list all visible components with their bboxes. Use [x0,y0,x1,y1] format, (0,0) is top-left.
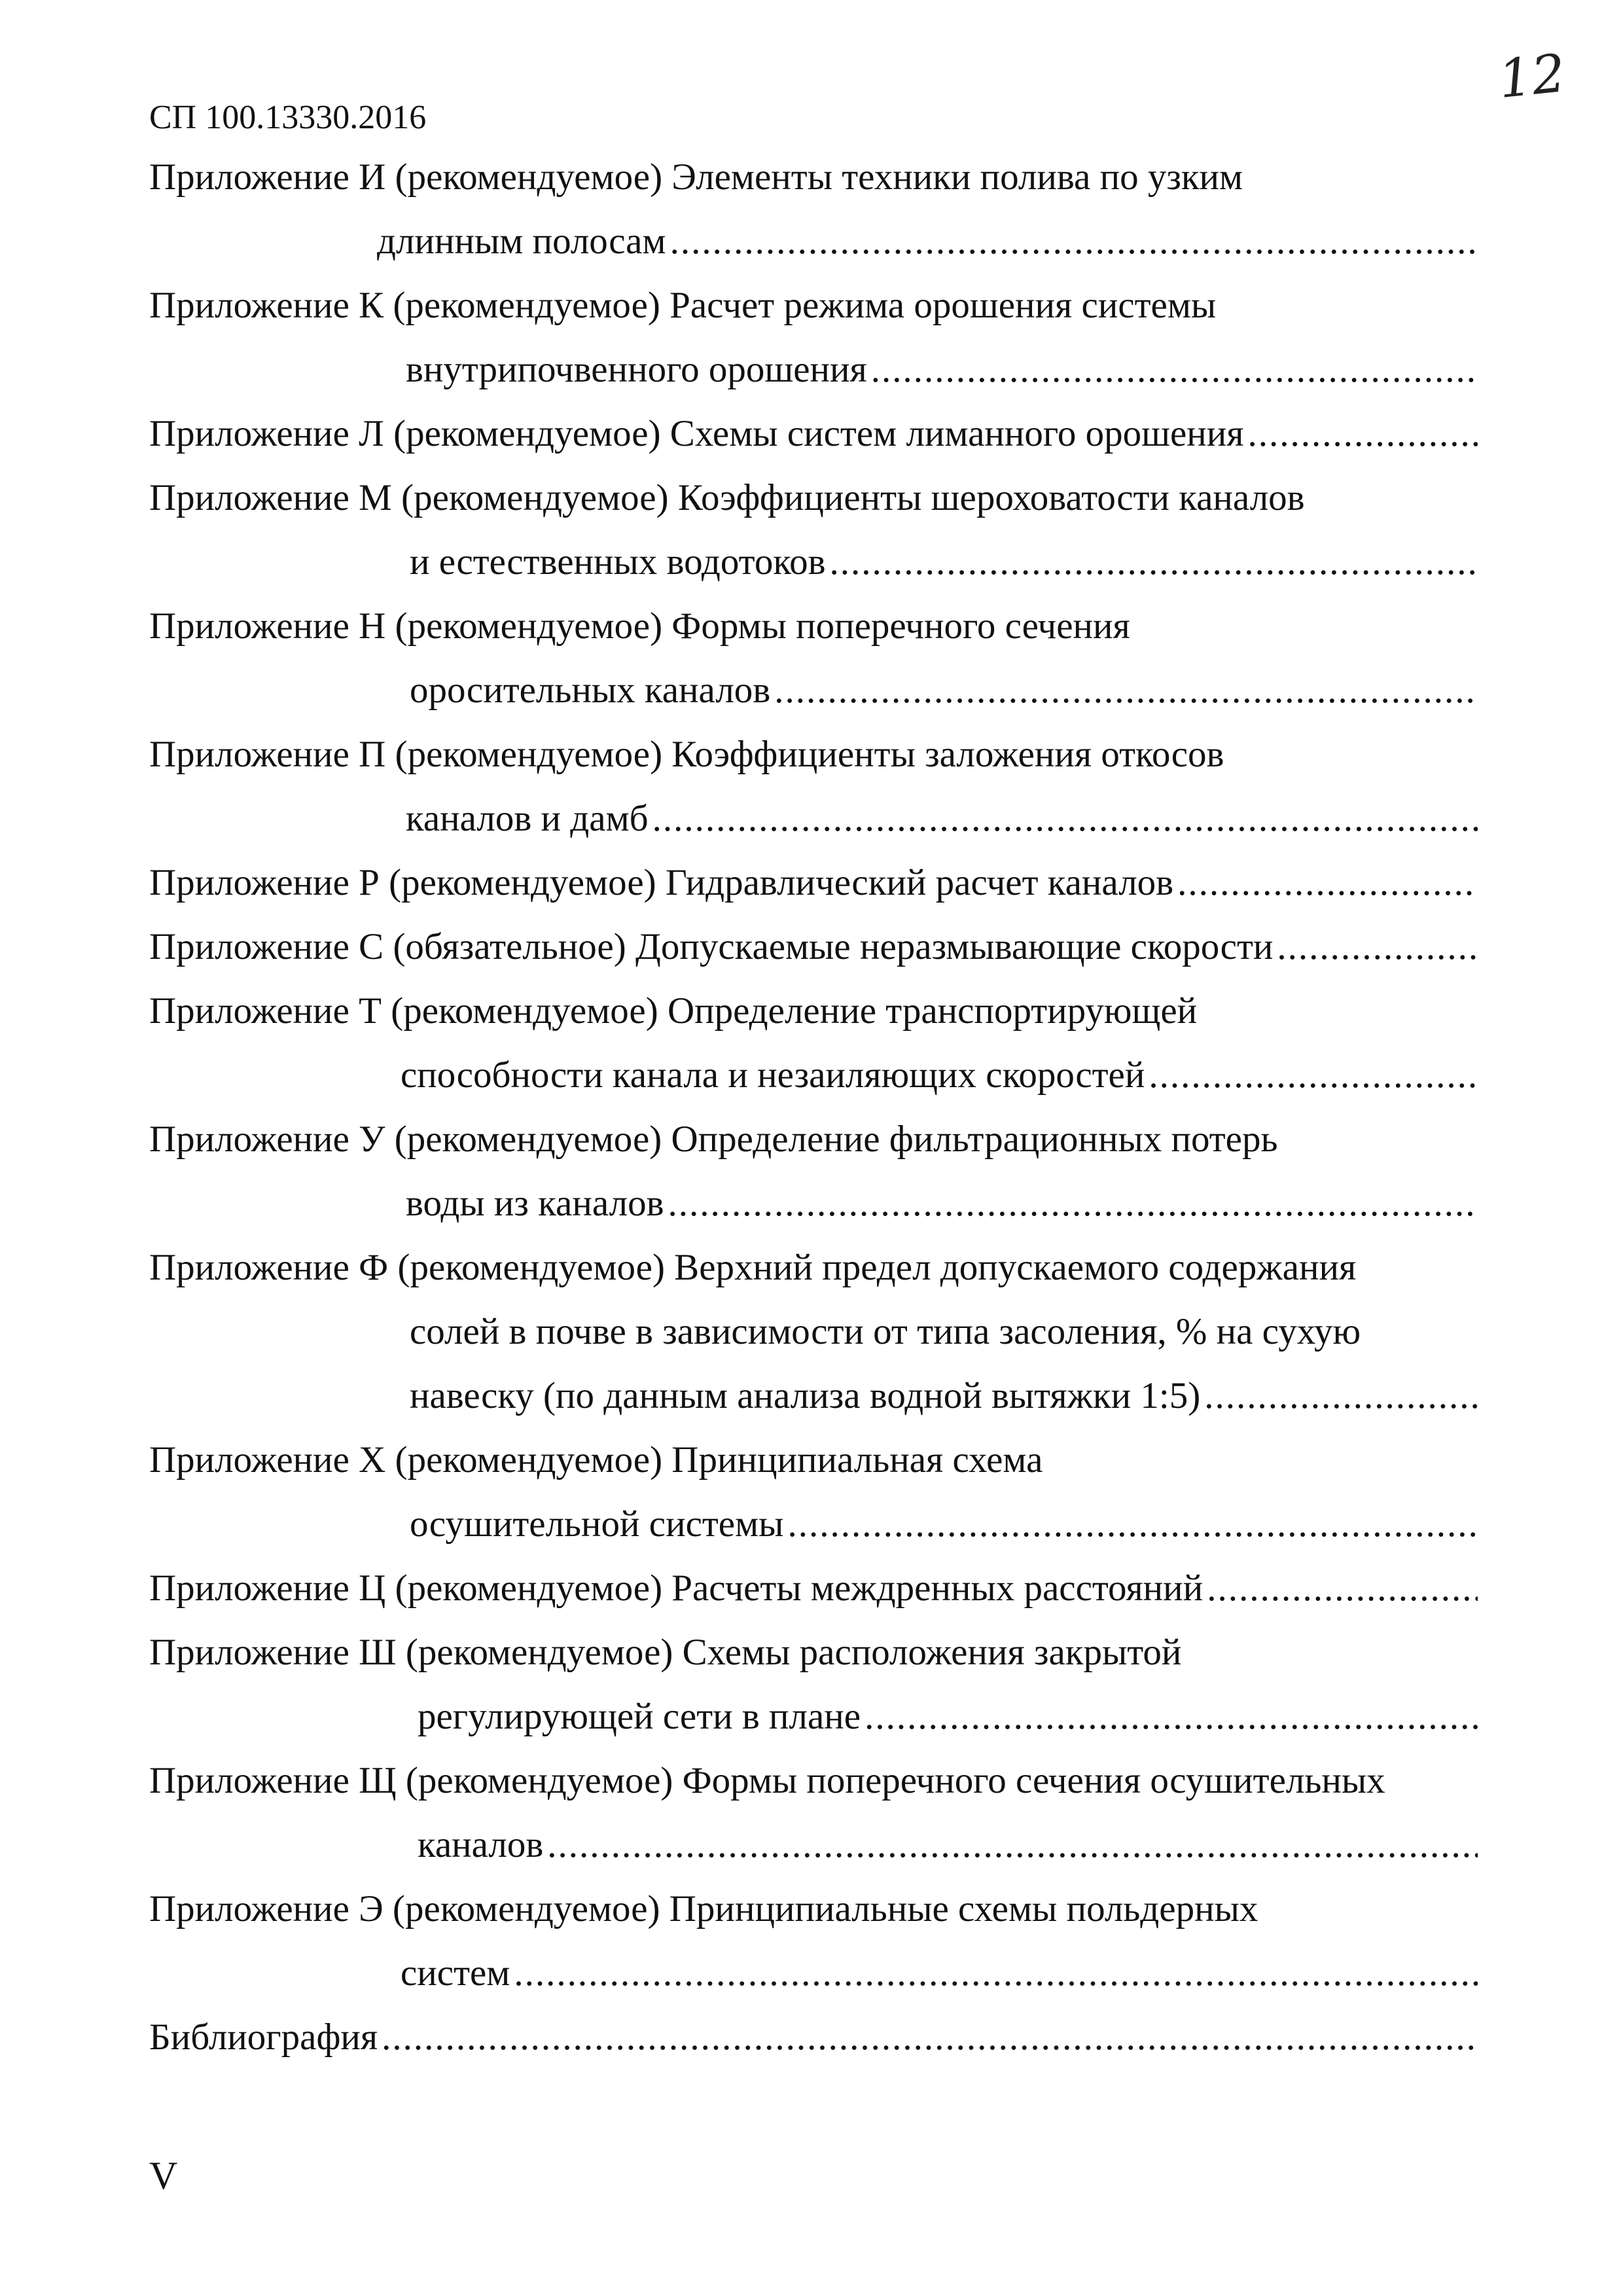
leader-dots [670,209,1478,274]
toc-entry-title: Приложение С (обязательное) Допускаемые неразмывающие скорости [149,926,1274,967]
toc-entry-title: Библиография [149,2017,378,2058]
toc-entry-continuation: навеску (по данным анализа водной вытяжки 1:5) [410,1375,1201,1416]
toc-entry-continuation: оросительных каналов [410,670,771,711]
toc-entry-continuation: длинным полосам [377,221,666,262]
toc-entry-continuation: осушительной системы [410,1503,784,1545]
toc-entry-continuation: регулирующей сети в плане [418,1696,861,1737]
page-number: V [149,2154,178,2197]
toc-entry-title: Приложение Ф (рекомендуемое) Верхний предел допускаемого содержания [149,1247,1357,1288]
leader-dots [774,658,1478,723]
toc-entry-appendix-t[interactable] [149,979,1478,1107]
toc-entry-appendix-sh[interactable] [149,1621,1478,1749]
handwritten-page-number: 12 [1495,42,1569,111]
leader-dots [668,1172,1478,1236]
toc-entry-appendix-ts[interactable] [149,1556,1478,1621]
toc-entry-title: Приложение Щ (рекомендуемое) Формы поперечного сечения осушительных [149,1760,1385,1801]
toc-entry-title: Приложение И (рекомендуемое) Элементы техники полива по узким [149,156,1243,198]
toc-entry-continuation: внутрипочвенного орошения [406,349,867,390]
document-code: СП 100.13330.2016 [149,99,427,136]
toc-entry-appendix-shch[interactable] [149,1749,1478,1877]
toc-entry-appendix-r[interactable] [149,851,1478,915]
leader-dots [1204,1364,1478,1428]
toc-entry-title: Приложение К (рекомендуемое) Расчет режима орошения системы [149,285,1217,326]
leader-dots [382,2005,1478,2070]
toc-entry-continuation: способности канала и незаиляющих скоростей [401,1054,1145,1096]
toc-entry-appendix-n[interactable] [149,594,1478,723]
leader-dots [871,338,1478,402]
toc-entry-continuation: каналов [418,1824,544,1865]
leader-dots [1277,915,1478,979]
leader-dots [1248,402,1478,466]
toc-entry-continuation: и естественных водотоков [410,541,826,583]
leader-dots [1149,1043,1478,1107]
toc-entry-appendix-kh[interactable] [149,1428,1478,1556]
toc-entry-title: Приложение Т (рекомендуемое) Определение транспортирующей [149,990,1198,1031]
leader-dots [514,1941,1478,2005]
toc-entry-appendix-p[interactable] [149,723,1478,851]
toc-entry-title: Приложение Н (рекомендуемое) Формы поперечного сечения [149,605,1130,647]
leader-dots [865,1685,1478,1749]
toc-entry-continuation: каналов и дамб [406,798,649,839]
toc-entry-title: Приложение Р (рекомендуемое) Гидравлический расчет каналов [149,862,1174,903]
toc-entry-title: Приложение Х (рекомендуемое) Принципиальная схема [149,1439,1043,1480]
toc-entry-title: Приложение У (рекомендуемое) Определение фильтрационных потерь [149,1119,1278,1160]
toc-entry-title: Приложение П (рекомендуемое) Коэффициенты заложения откосов [149,734,1224,775]
leader-dots [1177,851,1478,915]
toc-entry-appendix-f[interactable] [149,1236,1478,1428]
toc-entry-title: Приложение М (рекомендуемое) Коэффициенты шероховатости каналов [149,477,1305,518]
toc-entry-continuation: воды из каналов [406,1183,664,1224]
toc-entry-title: Приложение Э (рекомендуемое) Принципиальные схемы польдерных [149,1888,1258,1929]
leader-dots [652,787,1478,851]
toc-entry-appendix-i[interactable] [149,145,1478,274]
toc-entry-title: Приложение Л (рекомендуемое) Схемы систем лиманного орошения [149,413,1244,454]
toc-entry-appendix-s[interactable] [149,915,1478,979]
toc-entry-appendix-e[interactable] [149,1877,1478,2005]
leader-dots [830,530,1478,594]
leader-dots [547,1813,1478,1877]
toc-entry-title: Приложение Ш (рекомендуемое) Схемы расположения закрытой [149,1632,1182,1673]
toc-entry-appendix-l[interactable] [149,402,1478,466]
table-of-contents [149,145,1478,2070]
leader-dots [1207,1556,1478,1621]
toc-entry-appendix-u[interactable] [149,1107,1478,1236]
toc-entry-bibliography[interactable] [149,2005,1478,2070]
toc-entry-appendix-k[interactable] [149,274,1478,402]
toc-entry-title: Приложение Ц (рекомендуемое) Расчеты междренных расстояний [149,1568,1204,1609]
toc-entry-continuation: систем [401,1952,510,1994]
toc-entry-appendix-m[interactable] [149,466,1478,594]
leader-dots [787,1492,1478,1556]
toc-entry-continuation: солей в почве в зависимости от типа засоления, % на сухую [410,1311,1361,1352]
